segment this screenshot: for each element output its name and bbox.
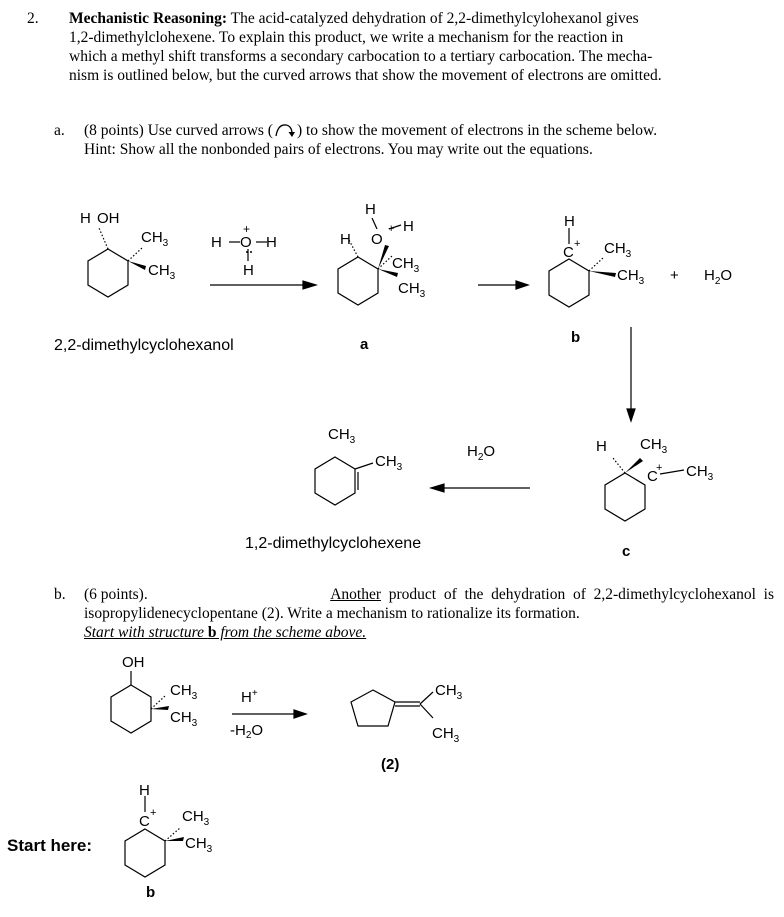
- start-b-label: b: [146, 884, 156, 901]
- atom-label: H: [266, 234, 277, 251]
- intermediate-a-label: a: [360, 336, 369, 353]
- part-b-text: [84, 585, 774, 642]
- reagent-acid: H+: [241, 688, 258, 706]
- atom-label: C: [563, 244, 574, 261]
- part-b-another: Another: [330, 586, 381, 603]
- atom-label: $CH_3$: [182, 808, 210, 828]
- intermediate-c-label: c: [622, 543, 631, 560]
- part-b-line3-bold: b: [207, 624, 217, 641]
- atom-label: $CH_3$: [640, 436, 668, 456]
- product-2-label: (2): [381, 756, 400, 773]
- question-number: 2.: [27, 10, 39, 27]
- reagent-minus-water: $-H_2O$: [230, 722, 264, 741]
- atom-label: H: [211, 234, 222, 251]
- atom-label: $CH_3$: [435, 682, 463, 702]
- atom-label: C: [647, 468, 658, 485]
- part-b-letter: b.: [54, 586, 66, 603]
- molecule-isopropylidenecyclopentane: [351, 690, 395, 726]
- molecule-start-b: [125, 829, 165, 877]
- part-b-line2: isopropylidenecyclopentane (2). Write a mechanism to rationalize its formation.: [84, 605, 580, 622]
- charge-label: +: [656, 462, 663, 474]
- atom-label: H: [365, 201, 376, 218]
- atom-label: $H_2O$: [467, 443, 496, 463]
- atom-label: $CH_3$: [170, 709, 198, 729]
- charge-label: +: [574, 238, 581, 250]
- product-compound-name: 1,2-dimethylcyclohexene: [245, 535, 422, 552]
- atom-label: $CH_3$: [686, 463, 714, 483]
- atom-label: O: [371, 231, 383, 248]
- atom-label: $CH_3$: [148, 262, 176, 282]
- start-here-label: Start here:: [7, 836, 93, 855]
- charge-label: +: [388, 223, 395, 235]
- reaction-arrow-3-head: [627, 409, 635, 421]
- atom-label: H: [564, 213, 575, 230]
- atom-label: $CH_3$: [392, 255, 420, 275]
- intro-line-2: 1,2-dimethylclohexene. To explain this product, we write a mechanism for the reaction in: [69, 29, 624, 46]
- reaction-arrow-5-head: [294, 710, 306, 718]
- plus-sign: +: [670, 267, 679, 284]
- part-a-line1-post: ) to show the movement of electrons in the scheme below.: [296, 122, 658, 139]
- atom-label: H: [139, 782, 150, 799]
- part-b-line3-pre: Start with structure: [84, 624, 208, 641]
- part-a-hint: Hint: Show all the nonbonded pairs of electrons. You may write out the equations.: [84, 141, 593, 158]
- part-a-letter: a.: [54, 122, 65, 139]
- atom-label: H: [596, 438, 607, 455]
- part-b-line1-rest: product of the dehydration of 2,2-dimethylcyclohexanol is: [388, 586, 774, 603]
- molecule-a: [338, 257, 378, 305]
- atom-label: H: [80, 210, 91, 227]
- molecule-dimethylcyclohexanol: [88, 249, 128, 297]
- molecule-c: [605, 473, 645, 521]
- reaction-arrow-1-head: [303, 281, 316, 289]
- part-a-line1-pre: (8 points) Use curved arrows (: [84, 122, 273, 139]
- atom-label: $CH_3$: [617, 267, 645, 287]
- atom-label: $CH_3$: [432, 725, 460, 745]
- atom-label: $CH_3$: [141, 229, 169, 249]
- start-compound-name: 2,2-dimethylcyclohexanol: [54, 337, 234, 354]
- part-b-line3-post: from the scheme above.: [216, 624, 367, 641]
- part-b-points: (6 points).: [84, 586, 148, 603]
- atom-label: C: [139, 813, 150, 830]
- intermediate-b-label: b: [571, 329, 581, 346]
- charge-label: +: [243, 222, 251, 236]
- intro-line-1: The acid-catalyzed dehydration of 2,2-dimethylcylohexanol gives: [230, 10, 639, 27]
- charge-label: +: [150, 807, 157, 819]
- atom-label: H: [403, 218, 414, 235]
- atom-label: $CH_3$: [604, 240, 632, 260]
- atom-label: O: [240, 234, 252, 251]
- atom-label: $CH_3$: [328, 426, 356, 446]
- question-title: Mechanistic Reasoning:: [69, 10, 228, 27]
- atom-label: OH: [97, 210, 120, 227]
- atom-label: $CH_3$: [170, 682, 198, 702]
- atom-label: OH: [122, 654, 145, 671]
- intro-line-4: nism is outlined below, but the curved arrows that show the movement of electrons are omitted.: [69, 67, 662, 84]
- molecule-b-start-material: [111, 685, 151, 733]
- atom-label: H: [243, 262, 254, 279]
- atom-label: $H_2O$: [704, 267, 733, 287]
- molecule-dimethylcyclohexene: [315, 457, 355, 505]
- molecule-b: [549, 259, 589, 307]
- atom-label: $CH_3$: [185, 835, 213, 855]
- reaction-arrow-4-head: [431, 484, 444, 492]
- atom-label: $CH_3$: [375, 453, 403, 473]
- intro-line-3: which a methyl shift transforms a secondary carbocation to a tertiary carbocation. The mecha-: [69, 48, 653, 65]
- atom-label: $CH_3$: [398, 280, 426, 300]
- atom-label: H: [340, 231, 351, 248]
- reaction-arrow-2-head: [516, 281, 528, 289]
